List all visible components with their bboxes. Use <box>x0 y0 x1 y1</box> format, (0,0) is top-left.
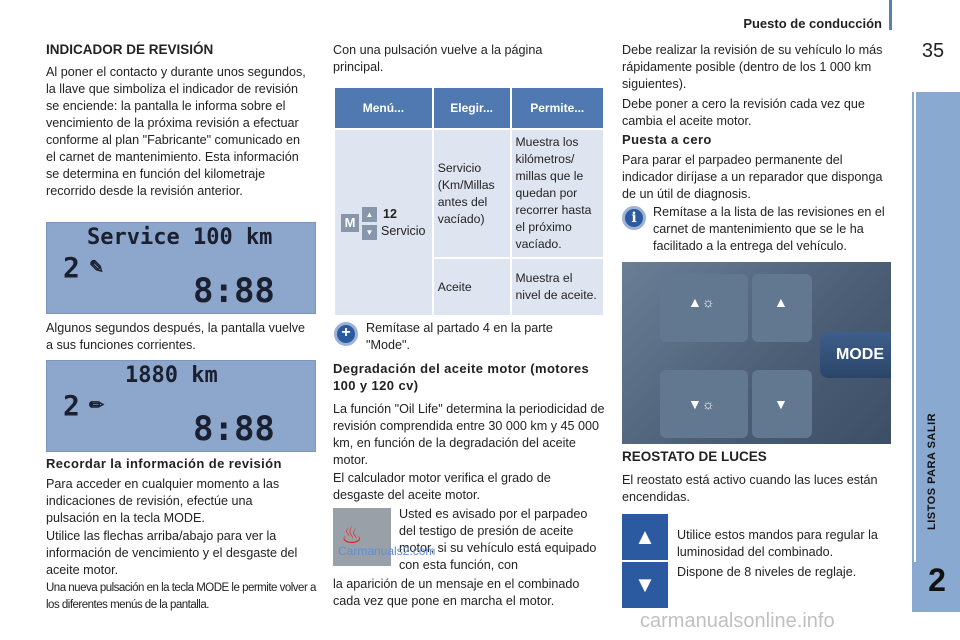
section-title-service-indicator: INDICADOR DE REVISIÓN <box>46 42 214 57</box>
recall-text-2: Utilice las flechas arriba/abajo para ver la información de vencimiento y el desgaste del aceite motor. <box>46 529 298 577</box>
light-up-icon: ▲☼ <box>688 294 715 310</box>
rheostat-text: El reostato está activo cuando las luces están encendidas. <box>622 473 878 504</box>
oil-pressure-warning-icon: ♨ <box>333 508 391 566</box>
rheostat-title: REOSTATO DE LUCES <box>622 449 767 464</box>
brightness-adjust-text: Utilice estos mandos para regular la luminosidad del combinado. <box>677 528 878 559</box>
info-icon: i <box>622 206 646 230</box>
reset-text: Para parar el parpadeo permanente del indicador diríjase a un reparador que disponga de un útil de diagnosis. <box>622 153 883 201</box>
oil-message-text: la aparición de un mensaje en el combinado cada vez que pone en marcha el motor. <box>333 577 580 608</box>
lcd-digits: 8:88 <box>193 271 275 311</box>
reset-title: Puesta a cero <box>622 132 712 147</box>
main-page-text: Con una pulsación vuelve a la página principal. <box>333 43 543 74</box>
watermark: carmanualsonline.info <box>640 610 835 632</box>
side-tab-line <box>914 92 916 562</box>
light-down-icon: ▼☼ <box>688 396 715 412</box>
wrench-icon: ✎ <box>89 257 105 277</box>
after-display-text: Algunos segundos después, la pantalla vuelve a sus funciones corrientes. <box>46 321 306 352</box>
lcd-display-mileage <box>46 360 316 452</box>
page-header-title: Puesto de conducción <box>743 16 882 31</box>
menu-number: 12 <box>383 206 397 221</box>
table-cell-allows: Muestra el nivel de aceite. <box>512 259 603 315</box>
header-divider <box>889 0 892 30</box>
brightness-levels-text: Dispone de 8 niveles de reglaje. <box>677 565 857 579</box>
recall-text-3: Una nueva pulsación en la tecla MODE le permite volver a los diferentes menús de la pantalla. <box>46 582 316 611</box>
table-header-choose: Elegir... <box>434 88 510 128</box>
service-menu-table <box>333 86 605 317</box>
lcd-gear-number: 2 <box>63 251 80 284</box>
table-cell-menu <box>335 130 432 315</box>
lcd-display-service <box>46 222 316 314</box>
lcd-mileage-text: 1880 km <box>125 363 218 388</box>
table-cell-choice: Aceite <box>434 259 510 315</box>
up-arrow-icon: ▲ <box>774 294 788 310</box>
chapter-number: 2 <box>928 562 946 598</box>
oil-warning-text: Usted es avisado por el parpadeo del testigo de presión de aceite motor, si su vehículo está equipado con esta función, con <box>399 507 597 572</box>
m-key-icon: M <box>341 214 359 232</box>
oil-degradation-title: Degradación del aceite motor (motores 100 y 120 cv) <box>333 361 590 393</box>
table-cell-allows: Muestra los kilómetros/ millas que le quedan por recorrer hasta el próximo vacíado. <box>512 130 603 257</box>
maintenance-book-note: Remítase a la lista de las revisiones en el carnet de mantenimiento que se le ha facilitado a la entrega del vehículo. <box>653 205 885 253</box>
table-header-allows: Permite... <box>512 88 603 128</box>
recall-info-title: Recordar la información de revisión <box>46 456 282 471</box>
oil-wear-text: El calculador motor verifica el grado de desgaste del aceite motor. <box>333 471 551 502</box>
brightness-up-icon: ▲ <box>622 514 668 560</box>
dashboard-controls-photo <box>622 262 891 444</box>
recall-text-1: Para acceder en cualquier momento a las indicaciones de revisión, efectúe una pulsación en la tecla MODE. <box>46 477 280 525</box>
lever-icon: ✏ <box>89 395 105 415</box>
oil-life-text: La función "Oil Life" determina la periodicidad de revisión comprendida entre 30 000 km y 45 000 km, en función de la degradación del aceite motor. <box>333 402 605 467</box>
chapter-side-tab <box>912 92 960 612</box>
service-intro-text: Al poner el contacto y durante unos segundos, la llave que simboliza el indicador de revisión se enciende: la pantalla le informa sobre el vencimiento de la próxima revisión a efectuar conforme al plan "Fabricante" comunicado en el carnet de mantenimiento. Esta información se determina en función del kilometraje recorrido desde la revisión anterior. <box>46 65 306 198</box>
down-arrow-icon: ▼ <box>362 225 377 240</box>
see-mode-note: Remítase al partado 4 en la parte "Mode". <box>366 321 553 352</box>
mode-button: MODE <box>820 332 891 378</box>
brightness-down-icon: ▼ <box>622 562 668 608</box>
reset-on-oil-change-text: Debe poner a cero la revisión cada vez que cambia el aceite motor. <box>622 97 865 128</box>
plus-note-icon: + <box>334 322 358 346</box>
menu-label: Servicio <box>381 223 426 238</box>
table-header-menu: Menú... <box>335 88 432 128</box>
lcd-gear-number: 2 <box>63 389 80 422</box>
lcd-digits: 8:88 <box>193 409 275 449</box>
watermark-small: Carmanuals2.com <box>338 544 436 558</box>
table-cell-choice: Servicio (Km/Millas antes del vacíado) <box>434 130 510 257</box>
page-number: 35 <box>921 40 945 62</box>
service-asap-text: Debe realizar la revisión de su vehículo lo más rápidamente posible (dentro de los 1 000 km siguientes). <box>622 43 883 91</box>
chapter-label: LISTOS PARA SALIR <box>926 412 938 530</box>
down-arrow-icon: ▼ <box>774 396 788 412</box>
up-arrow-icon: ▲ <box>362 207 377 222</box>
lcd-service-text: Service 100 km <box>87 225 273 250</box>
